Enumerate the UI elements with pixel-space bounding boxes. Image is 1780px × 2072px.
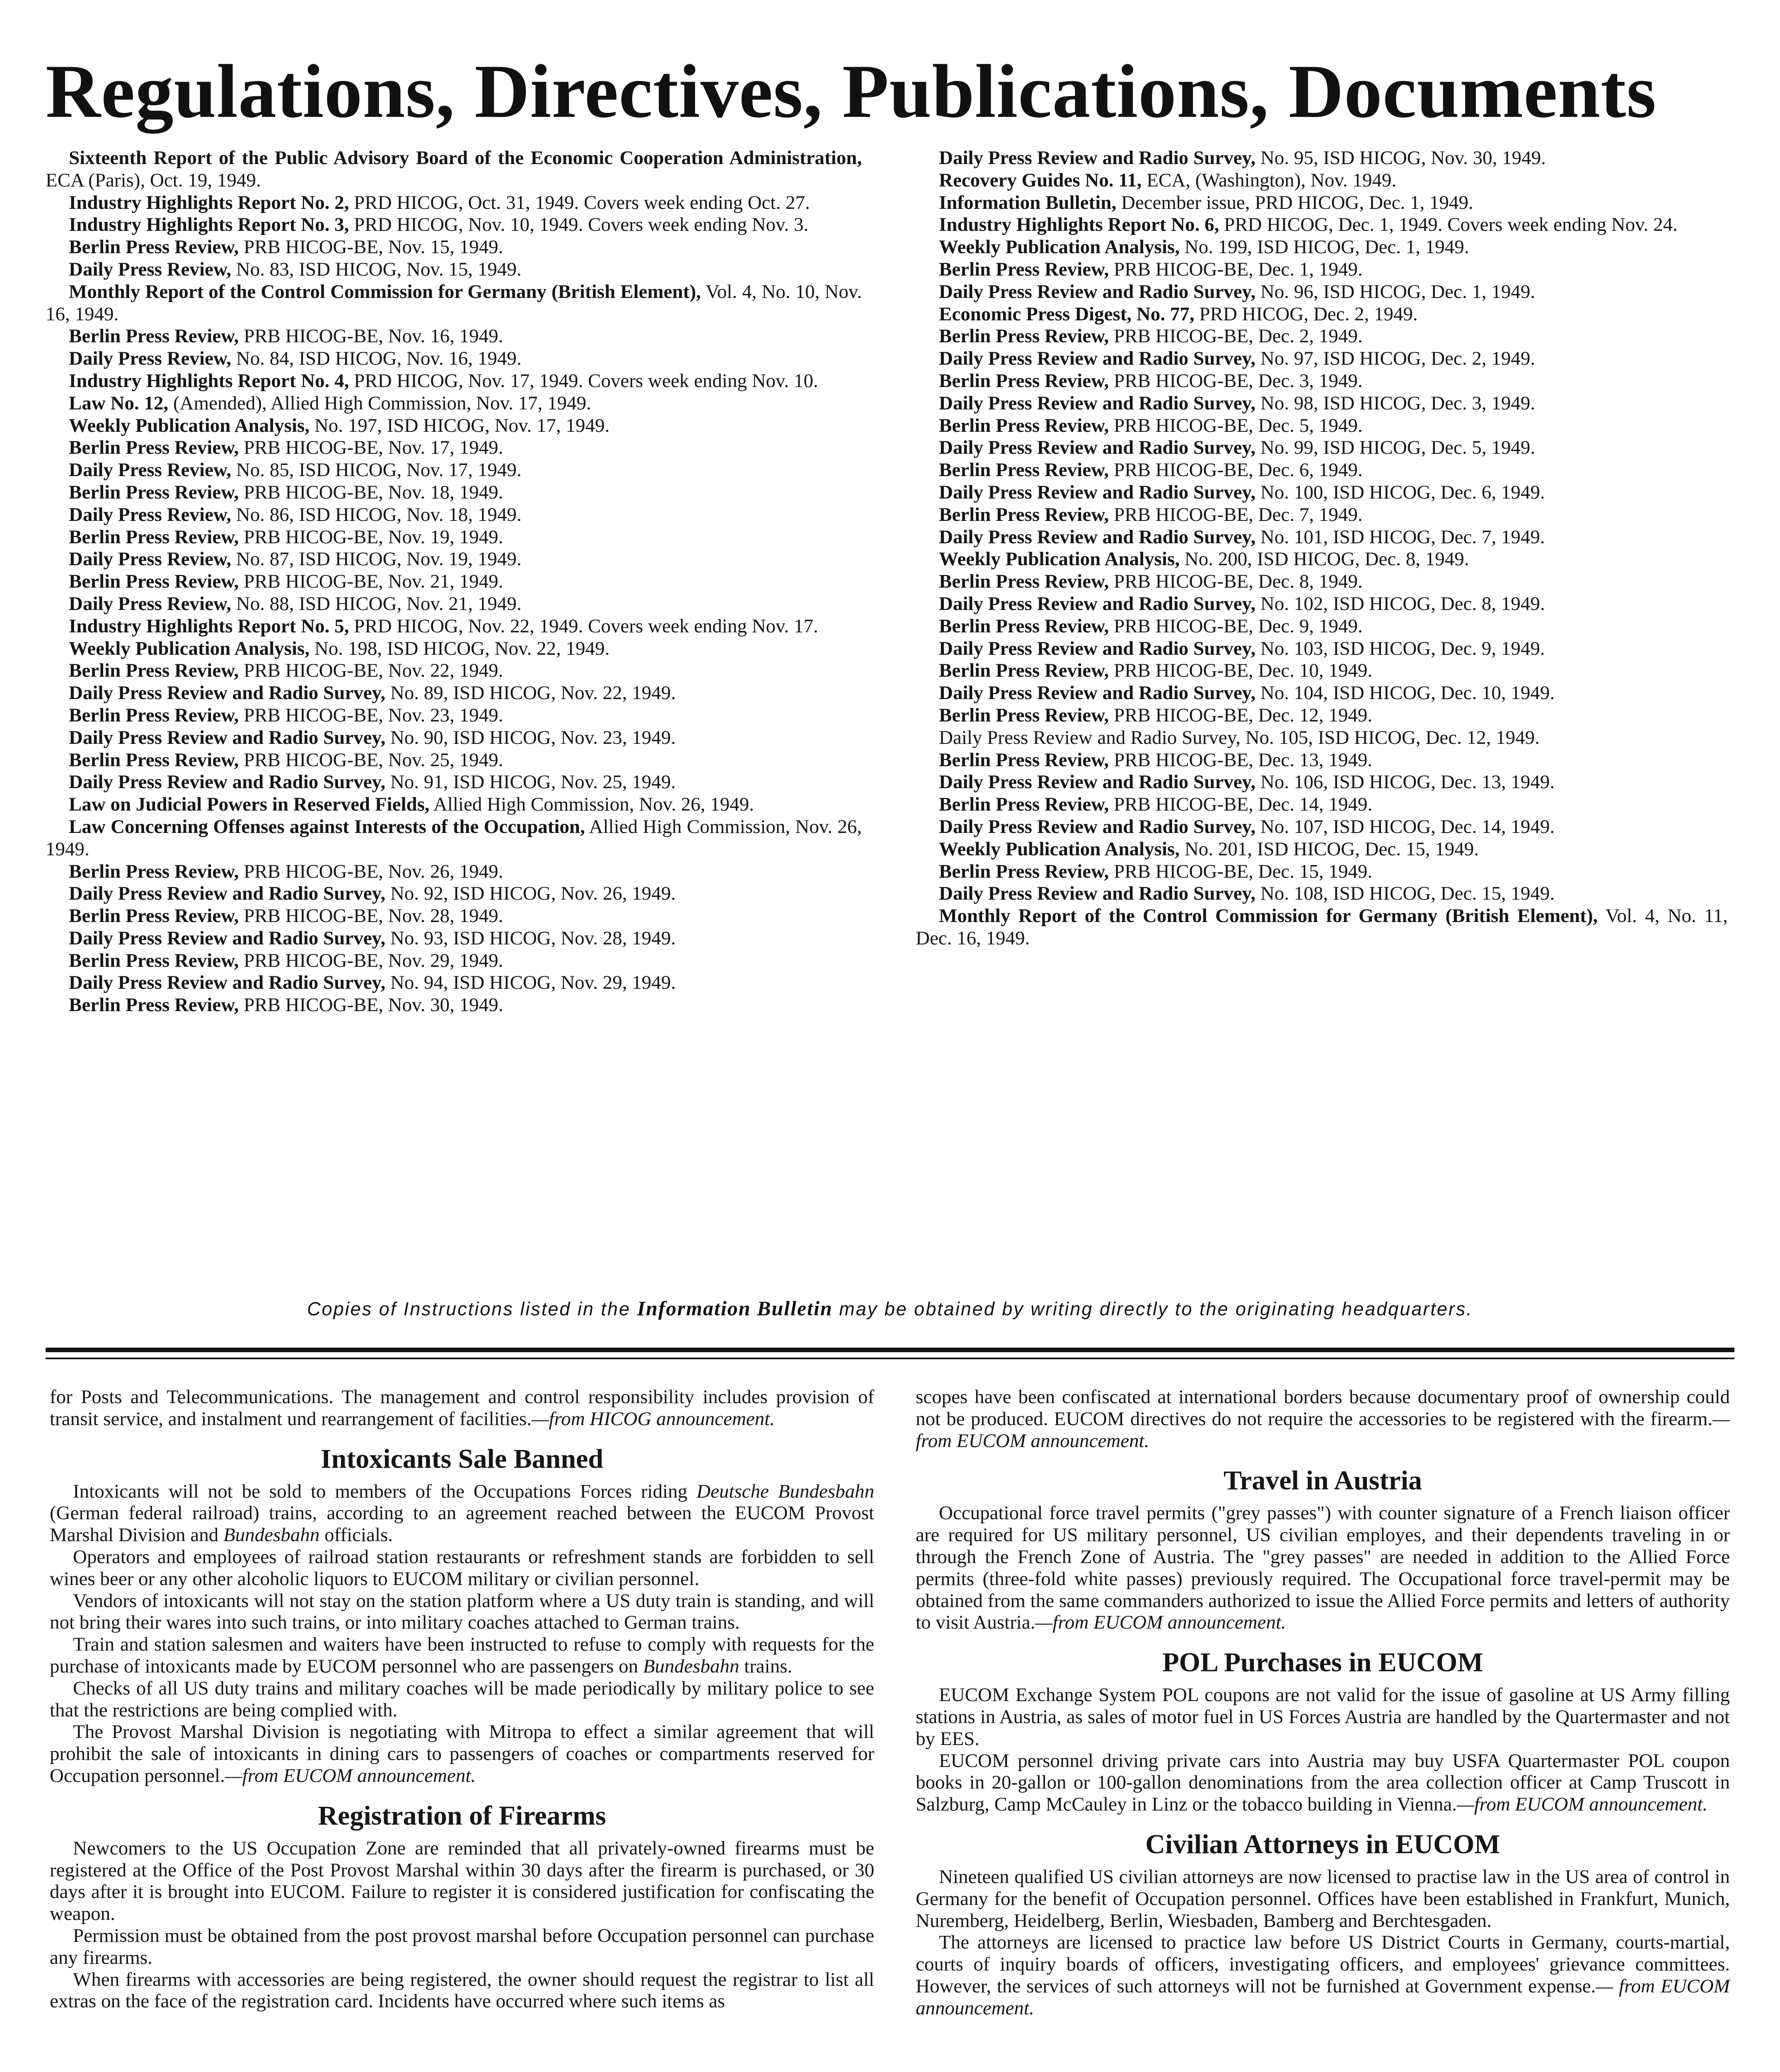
listing-title: Daily Press Review and Radio Survey, [939, 816, 1256, 838]
listing-details: PRB HICOG-BE, Dec. 5, 1949. [1109, 414, 1363, 436]
listing-title: Economic Press Digest, No. 77, [939, 303, 1195, 325]
listing-entry [46, 192, 862, 214]
listing-details: No. 102, ISD HICOG, Dec. 8, 1949. [1255, 593, 1545, 615]
section-divider-thick [46, 1348, 1734, 1352]
listing-title: Daily Press Review and Radio Survey, [69, 682, 386, 704]
listing-title: Daily Press Review and Radio Survey, [69, 927, 386, 949]
paragraph-text: Operators and employees of railroad station restaurants or refreshment stands are forbidden to sell wines beer or any other alcoholic liquors to EUCOM military or civilian personnel. [50, 1546, 874, 1590]
listing-title: Berlin Press Review, [939, 794, 1109, 816]
paragraph-text: Permission must be obtained from the post provost marshal before Occupation personnel can purchase any firearms. [50, 1924, 874, 1968]
listing-title: Daily Press Review and Radio Survey, [939, 147, 1256, 169]
italic-text: Bundesbahn [223, 1524, 320, 1546]
listing-entry [916, 593, 1728, 615]
listing-details: PRB HICOG-BE, Dec. 2, 1949. [1109, 325, 1363, 347]
paragraph-text: The attorneys are licensed to practice law before US District Courts in Germany, courts-martial, courts of inquiry boards of officers, investigating officers, and employees' grievance committees. However, the services of such attorneys will not be furnished at Government expense. [916, 1932, 1730, 1997]
listing-details: Vol. 4, No. 10, Nov. 16, 1949. [46, 281, 862, 325]
paragraph-text: The Provost Marshal Division is negotiating with Mitropa to effect a similar agreement that will prohibit the sale of intoxicants in dining cars to passengers of coaches or compartments reserved for Occupation personnel. [50, 1721, 874, 1786]
listing-details: PRB HICOG-BE, Nov. 23, 1949. [239, 704, 503, 726]
paragraph-text: Nineteen qualified US civilian attorneys are now licensed to practise law in the US area of control in Germany for the benefit of Occupation personnel. Offices have been established in Frankfurt, Munich, Nuremberg, Heidelberg, Berlin, Wiesbaden, Bamberg and Berchtesgaden. [916, 1866, 1730, 1932]
listing-title: Industry Highlights Report No. 2, [69, 191, 349, 213]
listing-details: ECA (Paris), Oct. 19, 1949. [46, 169, 261, 191]
paragraph-text: trains. [739, 1655, 793, 1677]
listing-details: ECA, (Washington), Nov. 1949. [1142, 169, 1397, 191]
listing-title: Information Bulletin, [939, 191, 1117, 213]
listing-entry [916, 437, 1728, 459]
listing-details: No. 97, ISD HICOG, Dec. 2, 1949. [1255, 348, 1536, 370]
listing-title: Daily Press Review and Radio Survey, [939, 526, 1256, 548]
listing-details: PRD HICOG, Dec. 2, 1949. [1194, 303, 1418, 325]
listing-entry [916, 838, 1728, 861]
listing-entry [916, 415, 1728, 437]
listing-details: No. 101, ISD HICOG, Dec. 7, 1949. [1255, 526, 1545, 548]
listing-title: Daily Press Review and Radio Survey, [939, 637, 1256, 659]
listing-title: Berlin Press Review, [939, 503, 1109, 525]
listing-title: Berlin Press Review, [69, 949, 239, 971]
listing-entry [46, 504, 862, 526]
listing-title: Berlin Press Review, [939, 370, 1109, 392]
listing-details: No. 85, ISD HICOG, Nov. 17, 1949. [231, 459, 522, 481]
listing-title: Sixteenth Report of the Public Advisory Board of the Economic Cooperation Administration, [69, 147, 862, 169]
listing-details: No. 104, ISD HICOG, Dec. 10, 1949. [1255, 682, 1555, 704]
listing-details: No. 103, ISD HICOG, Dec. 9, 1949. [1255, 637, 1545, 659]
listing-title: Berlin Press Review, [939, 459, 1109, 481]
listing-details: PRD HICOG, Nov. 17, 1949. Covers week ending Nov. 10. [349, 370, 818, 392]
attorneys-paragraph [916, 1932, 1730, 2019]
listing-entry [46, 816, 862, 861]
listing-title: Berlin Press Review, [939, 325, 1109, 347]
listing-details: PRB HICOG-BE, Nov. 18, 1949. [239, 481, 503, 503]
listing-title: Daily Press Review and Radio Survey, [69, 972, 386, 994]
section-divider-thin [46, 1358, 1734, 1359]
paragraph-text: scopes have been confiscated at international borders because documentary proof of ownership could not be produced. EUCOM directives do not require the accessories to be registered with the firearm. [916, 1386, 1730, 1430]
listing-title: Berlin Press Review, [69, 437, 239, 459]
listing-title: Berlin Press Review, [939, 414, 1109, 436]
listing-entry [46, 214, 862, 236]
attorneys-paragraph [916, 1866, 1730, 1932]
listing-details: PRB HICOG-BE, Nov. 30, 1949. [239, 994, 503, 1016]
listing-details: (Amended), Allied High Commission, Nov. 17, 1949. [168, 392, 591, 414]
listing-details: PRB HICOG-BE, Dec. 14, 1949. [1109, 794, 1373, 816]
firearms-paragraph [50, 1925, 874, 1969]
listing-entry [916, 147, 1728, 169]
listing-entry [916, 704, 1728, 727]
listing-entry [46, 883, 862, 905]
paragraph-text: When firearms with accessories are being registered, the owner should request the registrar to list all extras on the face of the registration card. Incidents have occurred where such items as [50, 1968, 874, 2012]
listing-title: Daily Press Review and Radio Survey, [69, 726, 386, 748]
listing-title: Berlin Press Review, [69, 994, 239, 1016]
listing-entry [916, 504, 1728, 526]
articles-left-column [50, 1386, 874, 2012]
listing-entry [46, 370, 862, 392]
paragraph-text: Occupational force travel permits ("grey passes") with counter signature of a French liaison officer are required for US military personnel, US civilian employes, and their dependents traveling in or through the French Zone of Austria. The "grey passes" are needed in addition to the Allied Force permits (three-fold white passes) previously required. The Occupational force travel-permit may be obtained from the same commanders authorized to issue the Allied Force permits and letters of authority to visit Austria. [916, 1502, 1730, 1634]
listing-entry [46, 660, 862, 682]
listing-entry [46, 749, 862, 772]
travel-paragraph [916, 1502, 1730, 1634]
listing-title: Weekly Publication Analysis, [939, 548, 1180, 570]
heading-intoxicants: Intoxicants Sale Banned [320, 1443, 604, 1474]
listing-details: Daily Press Review and Radio Survey, No. 105, ISD HICOG, Dec. 12, 1949. [939, 726, 1540, 748]
note-publication: Information Bulletin [637, 1297, 833, 1320]
listing-title: Berlin Press Review, [69, 526, 239, 548]
listing-title: Monthly Report of the Control Commission for Germany (British Element), [69, 281, 701, 303]
listing-title: Daily Press Review and Radio Survey, [939, 348, 1256, 370]
paragraph-text: EUCOM personnel driving private cars into Austria may buy USFA Quartermaster POL coupon books in 20-gallon or 100-gallon denominations from the area collection officer at Camp Truscott in Salzburg, Camp McCauley in Linz or the tobacco building in Vienna. [916, 1750, 1730, 1815]
listing-title: Daily Press Review, [69, 348, 232, 370]
article-attorneys [916, 1866, 1730, 2019]
listing-details: PRB HICOG-BE, Nov. 25, 1949. [239, 749, 503, 771]
listing-entry [46, 704, 862, 727]
listing-details: No. 87, ISD HICOG, Nov. 19, 1949. [231, 548, 522, 570]
listing-details: PRB HICOG-BE, Nov. 19, 1949. [239, 526, 503, 548]
heading-travel: Travel in Austria [1223, 1465, 1422, 1496]
listing-entry [916, 259, 1728, 281]
listing-entry [46, 482, 862, 504]
listing-title: Berlin Press Review, [939, 615, 1109, 637]
italic-text: —from EUCOM announcement. [1035, 1612, 1286, 1634]
listing-entry [916, 325, 1728, 348]
article-continuation-left [50, 1386, 874, 1430]
listing-entry [46, 927, 862, 950]
listing-entry [916, 281, 1728, 303]
paragraph-text: officials. [319, 1524, 393, 1546]
paragraph-text: Vendors of intoxicants will not stay on the station platform where a US duty train is standing, and will not bring their wares into such trains, or into military coaches attached to German trains. [50, 1590, 874, 1634]
listing-title: Daily Press Review and Radio Survey, [939, 593, 1256, 615]
heading-firearms: Registration of Firearms [318, 1800, 606, 1831]
listing-title: Daily Press Review, [69, 459, 232, 481]
listing-entry [46, 905, 862, 927]
listing-entry [46, 682, 862, 704]
paragraph-text: Newcomers to the US Occupation Zone are reminded that all privately-owned firearms must be registered at the Office of the Post Provost Marshal within 30 days after the firearm is purchased, or 30 days after it is brought into EUCOM. Failure to register it is considered justification for confiscating the weapon. [50, 1837, 874, 1925]
listing-title: Weekly Publication Analysis, [69, 414, 310, 436]
italic-text: —from EUCOM announcement. [225, 1765, 476, 1786]
listing-title: Weekly Publication Analysis, [939, 838, 1180, 860]
listing-entry [916, 883, 1728, 905]
listing-entry [46, 236, 862, 259]
listing-entry [916, 303, 1728, 326]
listing-title: Recovery Guides No. 11, [939, 169, 1142, 191]
listing-details: No. 99, ISD HICOG, Dec. 5, 1949. [1255, 437, 1536, 459]
listing-title: Berlin Press Review, [69, 660, 239, 682]
intoxicants-paragraph [50, 1677, 874, 1721]
listing-entry [916, 727, 1728, 749]
listing-entry [916, 169, 1728, 192]
listing-details: No. 199, ISD HICOG, Dec. 1, 1949. [1180, 236, 1469, 258]
continuation-source: —from HICOG announcement. [531, 1408, 775, 1430]
listing-title: Berlin Press Review, [939, 704, 1109, 726]
listing-title: Berlin Press Review, [69, 704, 239, 726]
heading-pol: POL Purchases in EUCOM [1162, 1647, 1483, 1678]
listing-details: No. 200, ISD HICOG, Dec. 8, 1949. [1180, 548, 1469, 570]
listing-entry [46, 771, 862, 794]
listing-title: Berlin Press Review, [69, 481, 239, 503]
pol-paragraph [916, 1750, 1730, 1815]
listing-entry [46, 325, 862, 348]
listing-entry [46, 437, 862, 459]
listing-details: No. 96, ISD HICOG, Dec. 1, 1949. [1255, 281, 1536, 303]
listing-details: PRB HICOG-BE, Dec. 9, 1949. [1109, 615, 1363, 637]
italic-text: — from EUCOM announcement. [916, 1975, 1730, 2019]
listing-title: Berlin Press Review, [69, 860, 239, 882]
listing-details: PRB HICOG-BE, Dec. 15, 1949. [1109, 860, 1373, 882]
listing-details: PRB HICOG-BE, Dec. 10, 1949. [1109, 660, 1373, 682]
instructions-note [46, 1296, 1734, 1320]
listing-details: No. 201, ISD HICOG, Dec. 15, 1949. [1180, 838, 1479, 860]
listing-title: Industry Highlights Report No. 3, [69, 214, 349, 236]
listing-entry [46, 147, 862, 192]
listing-entry [916, 771, 1728, 794]
article-firearms [50, 1837, 874, 2012]
listing-details: No. 91, ISD HICOG, Nov. 25, 1949. [385, 771, 676, 793]
intoxicants-paragraph [50, 1721, 874, 1786]
listing-title: Daily Press Review and Radio Survey, [939, 481, 1256, 503]
intoxicants-paragraph [50, 1590, 874, 1634]
listing-entry [916, 236, 1728, 259]
listing-title: Berlin Press Review, [69, 905, 239, 927]
firearms-paragraph [50, 1969, 874, 2013]
listing-details: No. 107, ISD HICOG, Dec. 14, 1949. [1255, 816, 1555, 838]
listing-entry [916, 749, 1728, 772]
listing-details: PRB HICOG-BE, Nov. 22, 1949. [239, 660, 503, 682]
listing-entry [46, 794, 862, 816]
listing-title: Berlin Press Review, [69, 571, 239, 593]
listing-title: Daily Press Review and Radio Survey, [939, 682, 1256, 704]
paragraph-text: Train and station salesmen and waiters have been instructed to refuse to comply with requests for the purchase of intoxicants made by EUCOM personnel who are passengers on [50, 1634, 874, 1677]
listing-details: No. 94, ISD HICOG, Nov. 29, 1949. [385, 972, 676, 994]
listing-details: PRB HICOG-BE, Nov. 28, 1949. [239, 905, 503, 927]
listing-title: Daily Press Review and Radio Survey, [939, 883, 1256, 905]
listing-title: Weekly Publication Analysis, [69, 637, 310, 659]
listing-title: Industry Highlights Report No. 5, [69, 615, 349, 637]
listings-right-column [916, 147, 1728, 950]
italic-text: —from EUCOM announcement. [1456, 1794, 1708, 1815]
listing-details: No. 108, ISD HICOG, Dec. 15, 1949. [1255, 883, 1555, 905]
article-continuation-right [916, 1386, 1730, 1452]
listing-details: No. 89, ISD HICOG, Nov. 22, 1949. [385, 682, 676, 704]
listing-entry [46, 259, 862, 281]
listing-entry [46, 950, 862, 972]
listing-details: PRD HICOG, Dec. 1, 1949. Covers week ending Nov. 24. [1219, 214, 1678, 236]
listing-details: No. 88, ISD HICOG, Nov. 21, 1949. [231, 593, 522, 615]
listing-title: Berlin Press Review, [939, 258, 1109, 280]
listing-details: PRB HICOG-BE, Dec. 12, 1949. [1109, 704, 1373, 726]
listing-details: PRD HICOG, Oct. 31, 1949. Covers week ending Oct. 27. [349, 191, 810, 213]
heading-attorneys: Civilian Attorneys in EUCOM [1145, 1829, 1500, 1859]
intoxicants-paragraph [50, 1634, 874, 1677]
listing-entry [916, 348, 1728, 370]
listing-details: Vol. 4, No. 11, Dec. 16, 1949. [916, 905, 1728, 949]
listing-title: Daily Press Review, [69, 548, 232, 570]
listing-entry [46, 593, 862, 615]
articles-right-column [916, 1386, 1730, 2019]
listing-title: Berlin Press Review, [939, 571, 1109, 593]
listing-entry [46, 459, 862, 482]
listing-entry [916, 214, 1728, 236]
listing-entry [46, 972, 862, 994]
listing-details: No. 95, ISD HICOG, Nov. 30, 1949. [1255, 147, 1546, 169]
page-title: Regulations, Directives, Publications, Documents [46, 49, 1657, 133]
paragraph-text: EUCOM Exchange System POL coupons are not valid for the issue of gasoline at US Army filling stations in Austria, as sales of motor fuel in US Forces Austria are handled by the Quartermaster and not by EES. [916, 1684, 1730, 1750]
listing-details: PRB HICOG-BE, Nov. 29, 1949. [239, 949, 503, 971]
listing-title: Daily Press Review and Radio Survey, [939, 281, 1256, 303]
listing-details: No. 86, ISD HICOG, Nov. 18, 1949. [231, 503, 522, 525]
listing-details: No. 98, ISD HICOG, Dec. 3, 1949. [1255, 392, 1536, 414]
listing-entry [916, 615, 1728, 638]
listing-details: PRB HICOG-BE, Dec. 7, 1949. [1109, 503, 1363, 525]
listing-entry [46, 994, 862, 1017]
note-before: Copies of Instructions listed in the [307, 1298, 631, 1319]
listing-title: Daily Press Review and Radio Survey, [69, 883, 386, 905]
listing-details: No. 83, ISD HICOG, Nov. 15, 1949. [231, 258, 522, 280]
listing-entry [916, 794, 1728, 816]
listing-entry [46, 392, 862, 415]
listing-entry [46, 415, 862, 437]
listing-title: Daily Press Review and Radio Survey, [69, 771, 386, 793]
listing-entry [916, 638, 1728, 660]
listing-title: Law Concerning Offenses against Interests of the Occupation, [69, 816, 585, 838]
listing-details: PRB HICOG-BE, Nov. 21, 1949. [239, 571, 503, 593]
listing-entry [46, 861, 862, 883]
listing-title: Berlin Press Review, [69, 325, 239, 347]
paragraph-text: (German federal railroad) trains, according to an agreement reached between the EUCOM Provost Marshal Division and [50, 1502, 874, 1546]
listing-details: PRB HICOG-BE, Nov. 17, 1949. [239, 437, 503, 459]
listing-title: Berlin Press Review, [939, 749, 1109, 771]
listing-title: Daily Press Review, [69, 258, 232, 280]
listing-title: Daily Press Review, [69, 593, 232, 615]
listing-entry [916, 192, 1728, 214]
continuation-text: for Posts and Telecommunications. The management and control responsibility includes provision of transit service, and instalment und rearrangement of facilities. [50, 1386, 874, 1430]
listing-title: Daily Press Review and Radio Survey, [939, 437, 1256, 459]
listing-details: PRB HICOG-BE, Dec. 6, 1949. [1109, 459, 1363, 481]
listing-entry [916, 392, 1728, 415]
note-after: may be obtained by writing directly to the originating headquarters. [839, 1298, 1473, 1319]
listing-details: PRD HICOG, Nov. 10, 1949. Covers week ending Nov. 3. [349, 214, 809, 236]
listing-details: PRB HICOG-BE, Nov. 16, 1949. [239, 325, 503, 347]
listing-details: PRD HICOG, Nov. 22, 1949. Covers week ending Nov. 17. [349, 615, 818, 637]
listing-entry [46, 548, 862, 571]
listing-details: No. 90, ISD HICOG, Nov. 23, 1949. [385, 726, 676, 748]
listing-title: Berlin Press Review, [939, 860, 1109, 882]
listing-title: Berlin Press Review, [69, 236, 239, 258]
listing-title: Daily Press Review and Radio Survey, [939, 392, 1256, 414]
listing-details: December issue, PRD HICOG, Dec. 1, 1949. [1116, 191, 1473, 213]
listing-entry [916, 370, 1728, 392]
listing-entry [46, 638, 862, 660]
listing-entry [916, 660, 1728, 682]
pol-paragraph [916, 1684, 1730, 1750]
paragraph-text: Intoxicants will not be sold to members of the Occupations Forces riding [73, 1480, 697, 1502]
listing-entry [46, 727, 862, 749]
listing-entry [916, 571, 1728, 593]
listing-title: Monthly Report of the Control Commission for Germany (British Element), [939, 905, 1598, 927]
listing-title: Daily Press Review, [69, 503, 232, 525]
listing-title: Berlin Press Review, [939, 660, 1109, 682]
italic-text: —from EUCOM announcement. [916, 1408, 1730, 1452]
listing-details: PRB HICOG-BE, Dec. 1, 1949. [1109, 258, 1363, 280]
listing-details: Allied High Commission, Nov. 26, 1949. [46, 816, 862, 860]
intoxicants-paragraph [50, 1546, 874, 1590]
listing-details: PRB HICOG-BE, Dec. 8, 1949. [1109, 571, 1363, 593]
firearms-paragraph [50, 1837, 874, 1925]
listing-entry [46, 571, 862, 593]
listing-details: No. 198, ISD HICOG, Nov. 22, 1949. [310, 637, 610, 659]
continuation-paragraph [916, 1386, 1730, 1452]
listing-details: No. 93, ISD HICOG, Nov. 28, 1949. [385, 927, 676, 949]
article-travel [916, 1502, 1730, 1634]
italic-text: Bundesbahn [643, 1655, 740, 1677]
listing-details: No. 92, ISD HICOG, Nov. 26, 1949. [385, 883, 676, 905]
italic-text: Deutsche Bundesbahn [696, 1480, 874, 1502]
listing-entry [46, 281, 862, 326]
listing-title: Weekly Publication Analysis, [939, 236, 1180, 258]
listing-entry [916, 526, 1728, 549]
listing-title: Berlin Press Review, [69, 749, 239, 771]
listing-entry [916, 861, 1728, 883]
listing-entry [46, 348, 862, 370]
paragraph-text: Checks of all US duty trains and military coaches will be made periodically by military police to see that the restrictions are being complied with. [50, 1677, 874, 1721]
listing-entry [916, 816, 1728, 838]
listing-details: No. 197, ISD HICOG, Nov. 17, 1949. [310, 414, 610, 436]
article-intoxicants [50, 1481, 874, 1787]
listing-entry [916, 682, 1728, 704]
listing-entry [916, 459, 1728, 482]
listing-entry [916, 548, 1728, 571]
listing-details: PRB HICOG-BE, Dec. 3, 1949. [1109, 370, 1363, 392]
listing-details: PRB HICOG-BE, Dec. 13, 1949. [1109, 749, 1373, 771]
listing-details: No. 84, ISD HICOG, Nov. 16, 1949. [231, 348, 522, 370]
listing-details: PRB HICOG-BE, Nov. 15, 1949. [239, 236, 503, 258]
listing-title: Law No. 12, [69, 392, 169, 414]
listing-entry [916, 905, 1728, 950]
listing-details: No. 106, ISD HICOG, Dec. 13, 1949. [1255, 771, 1555, 793]
listings-left-column [46, 147, 862, 1017]
listing-title: Industry Highlights Report No. 4, [69, 370, 349, 392]
intoxicants-paragraph [50, 1481, 874, 1546]
listing-title: Law on Judicial Powers in Reserved Fields, [69, 794, 430, 816]
listing-details: Allied High Commission, Nov. 26, 1949. [429, 794, 754, 816]
listing-title: Industry Highlights Report No. 6, [939, 214, 1219, 236]
listing-details: PRB HICOG-BE, Nov. 26, 1949. [239, 860, 503, 882]
listing-entry [916, 482, 1728, 504]
listing-details: No. 100, ISD HICOG, Dec. 6, 1949. [1255, 481, 1545, 503]
listing-entry [46, 615, 862, 638]
listing-entry [46, 526, 862, 549]
listing-title: Daily Press Review and Radio Survey, [939, 771, 1256, 793]
article-pol [916, 1684, 1730, 1815]
